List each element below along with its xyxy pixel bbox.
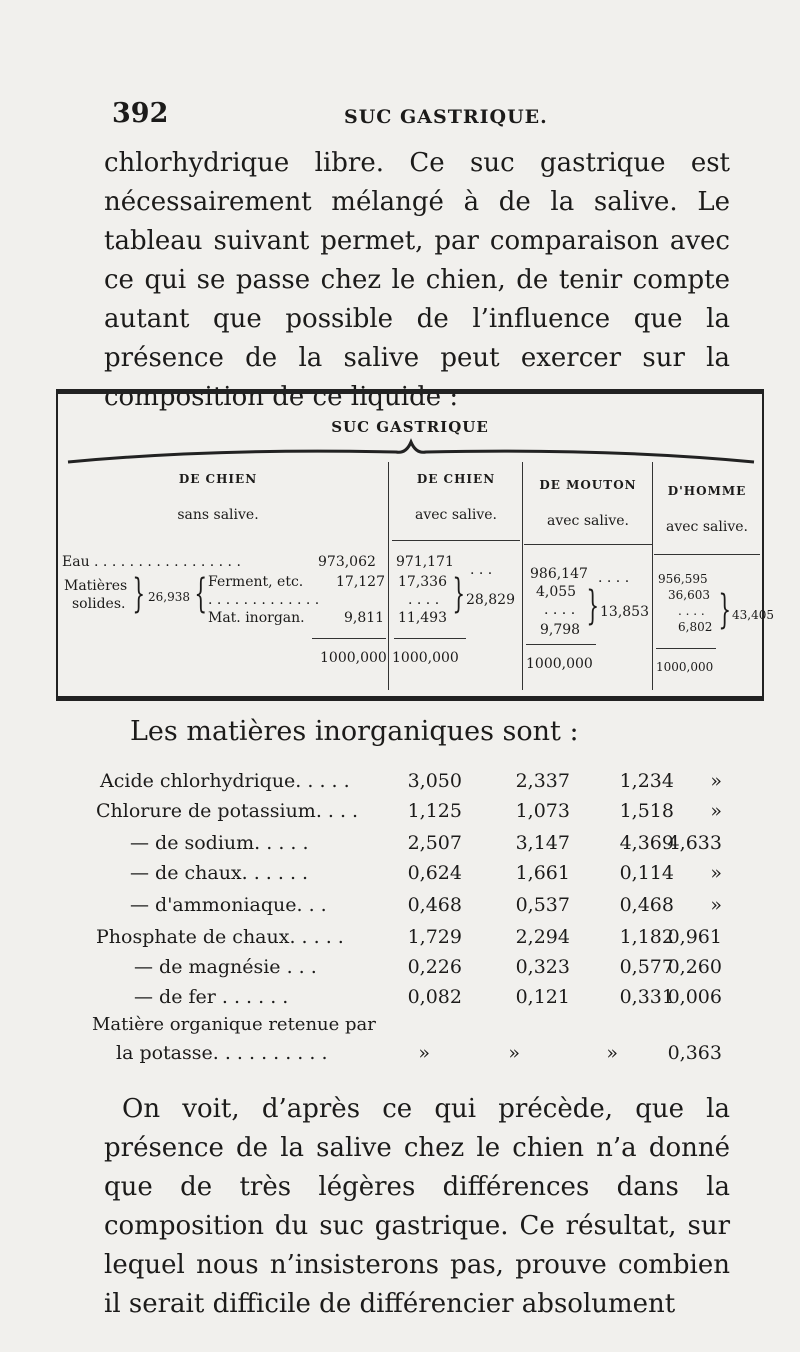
column-header-mouton: DE MOUTON avec salive. xyxy=(539,478,637,529)
brace-glyph: } xyxy=(586,583,600,629)
list-item: — de fer . . . . . . 0,082 0,121 0,331 0,006 xyxy=(134,986,722,1008)
list-item: — de chaux. . . . . . 0,624 1,661 0,114 » xyxy=(130,862,722,884)
c1-sum: 1000,000 xyxy=(320,650,387,666)
c2-dots: . . . xyxy=(470,562,493,578)
column-divider xyxy=(388,462,389,690)
subheading: Les matières inorganiques sont : xyxy=(130,716,579,747)
brace-glyph: } xyxy=(452,571,466,617)
ferment-label: Ferment, etc. xyxy=(208,574,304,590)
column-divider xyxy=(652,462,653,690)
c3-total: 13,853 xyxy=(600,604,649,620)
sum-rule xyxy=(394,638,466,639)
header-rule xyxy=(654,554,760,555)
column-header-chien-sans: DE CHIEN sans salive. xyxy=(177,472,259,523)
column-header-chien-avec: DE CHIEN avec salive. xyxy=(415,472,497,523)
column-divider xyxy=(522,462,523,690)
dots-row: . . . . . . . . . . . . . xyxy=(208,592,320,608)
sum-rule xyxy=(656,648,716,649)
c4-ferment: 36,603 xyxy=(668,588,710,602)
list-item: Phosphate de chaux. . . . . 1,729 2,294 1,182 0,961 xyxy=(96,926,722,948)
header-rule xyxy=(392,540,520,541)
list-item: la potasse. . . . . . . . . . » » » 0,363 xyxy=(116,1042,722,1064)
column-header-homme: D'HOMME avec salive. xyxy=(666,484,748,535)
c2-sum: 1000,000 xyxy=(392,650,459,666)
page-number: 392 xyxy=(112,98,169,129)
c3-eau: 986,147 xyxy=(530,566,588,582)
c4-mid: . . . . xyxy=(678,604,705,618)
list-item: Acide chlorhydrique. . . . . 3,050 2,337 1,234 » xyxy=(100,770,722,792)
paragraph-intro: chlorhydrique libre. Ce suc gastrique est nécessairement mélangé à de la salive. Le tableau suivant permet, par comparaison avec ce qui se passe chez le chien, de tenir compte autant que possible de l’influence que la présence de la salive peut exercer sur la composition de ce liquide : xyxy=(104,148,730,412)
c1-inorg: 9,811 xyxy=(344,610,385,626)
c2-eau: 971,171 xyxy=(396,554,454,570)
c4-sum: 1000,000 xyxy=(656,660,714,674)
composition-table xyxy=(56,392,774,698)
mat-inorgan-label: Mat. inorgan. xyxy=(208,610,305,626)
eau-label: Eau . . . . . . . . . . . . . . . . . xyxy=(62,554,241,570)
brace-glyph: } xyxy=(132,571,146,617)
list-item: — d'ammoniaque. . . 0,468 0,537 0,468 » xyxy=(130,894,722,916)
c4-total: 43,405 xyxy=(732,608,774,622)
brace-glyph: { xyxy=(194,571,208,617)
c2-inorg: 11,493 xyxy=(398,610,447,626)
matieres-label: Matières xyxy=(64,578,128,594)
c1-total: 26,938 xyxy=(148,590,190,604)
c1-ferment: 17,127 xyxy=(336,574,385,590)
table-title: SUC GASTRIQUE xyxy=(331,418,489,436)
running-title: SUC GASTRIQUE. xyxy=(344,106,548,128)
c4-eau: 956,595 xyxy=(658,572,708,586)
list-item: — de sodium. . . . . 2,507 3,147 4,369 4,633 xyxy=(130,832,722,854)
c3-sum: 1000,000 xyxy=(526,656,593,672)
c2-total: 28,829 xyxy=(466,592,515,608)
list-item: Chlorure de potassium. . . . 1,125 1,073 1,518 » xyxy=(96,800,722,822)
solides-label: solides. xyxy=(72,596,126,612)
paragraph-conclusion: On voit, d’après ce qui précède, que la présence de la salive chez le chien n’a donné que de très légères différences dans la composition du suc gastrique. Ce résultat, sur lequel nous n’insisterons pas, prouve combien il serait difficile de différencier absolument xyxy=(104,1094,730,1319)
c4-inorg: 6,802 xyxy=(678,620,713,634)
sum-rule xyxy=(312,638,386,639)
brace-glyph: } xyxy=(718,587,732,633)
c3-inorg: 9,798 xyxy=(540,622,581,638)
header-rule xyxy=(524,544,652,545)
running-header xyxy=(112,98,732,138)
c3-mid: . . . . xyxy=(544,602,576,618)
c1-eau: 973,062 xyxy=(318,554,376,570)
c3-dots: . . . . xyxy=(598,570,630,586)
list-item: — de magnésie . . . 0,226 0,323 0,577 0,260 xyxy=(134,956,722,978)
c3-ferment: 4,055 xyxy=(536,584,577,600)
c2-mid: . . . . xyxy=(408,592,440,608)
sum-rule xyxy=(526,644,596,645)
c2-ferment: 17,336 xyxy=(398,574,447,590)
list-item: Matière organique retenue par xyxy=(92,1014,376,1035)
